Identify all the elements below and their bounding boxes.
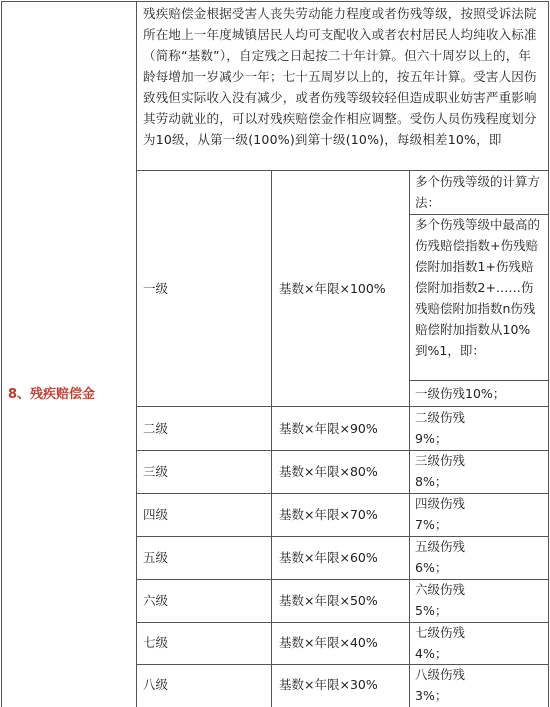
level-label: 五级 <box>143 550 169 565</box>
level-note: 三级伤残8%； <box>415 453 466 489</box>
level-note: 八级伤残3%； <box>415 667 466 703</box>
level-note: 二级伤残9%； <box>415 410 466 446</box>
level-label: 八级 <box>143 677 169 692</box>
level-formula: 基数×年限×90% <box>279 421 378 436</box>
category-label: 8、残疾赔偿金 <box>8 387 96 402</box>
level-formula: 基数×年限×50% <box>279 593 378 608</box>
level-note: 四级伤残7%； <box>415 496 466 532</box>
category-cell <box>1 1 137 707</box>
level-note: 六级伤残5%； <box>415 582 466 618</box>
level-formula: 基数×年限×80% <box>279 464 378 479</box>
level-label: 四级 <box>143 507 169 522</box>
multi-level-title: 多个伤残等级的计算方法： <box>415 174 541 210</box>
level-label: 一级 <box>143 281 169 296</box>
description-text: 残疾赔偿金根据受害人丧失劳动能力程度或者伤残等级，按照受诉法院所在地上一年度城镇居民人均可支配收入或者农村居民人均纯收入标准（简称“基数”），自定残之日起按二十年计算。但六十周岁以上的，年龄每增加一岁减少一年；七十五周岁以上的，按五年计算。受害人因伤致残但实际收入没有减少，或者伤残等级较轻但造成职业妨害严重影响其劳动就业的，可以对残疾赔偿金作相应调整。受伤人员伤残程度划分为10级，从第一级(100%)到第十级(10%)，每级相差10%，即 <box>143 6 537 147</box>
level-formula: 基数×年限×100% <box>279 281 386 296</box>
level-label: 六级 <box>143 593 169 608</box>
level-formula: 基数×年限×30% <box>279 677 378 692</box>
level-label: 七级 <box>143 635 169 650</box>
level-formula: 基数×年限×40% <box>279 635 378 650</box>
level-label: 三级 <box>143 464 169 479</box>
level-label: 二级 <box>143 421 169 436</box>
multi-level-formula: 多个伤残等级中最高的伤残赔偿指数+伤残赔偿附加指数1+伤残赔偿附加指数2+……伤残赔偿附加指数n伤残赔偿附加指数从10%到%1，即： <box>415 217 541 358</box>
multi-level-note: 一级伤残10%； <box>415 386 506 401</box>
level-note: 五级伤残6%； <box>415 539 466 575</box>
level-formula: 基数×年限×70% <box>279 507 378 522</box>
level-formula: 基数×年限×60% <box>279 550 378 565</box>
level-note: 七级伤残4%； <box>415 625 466 661</box>
